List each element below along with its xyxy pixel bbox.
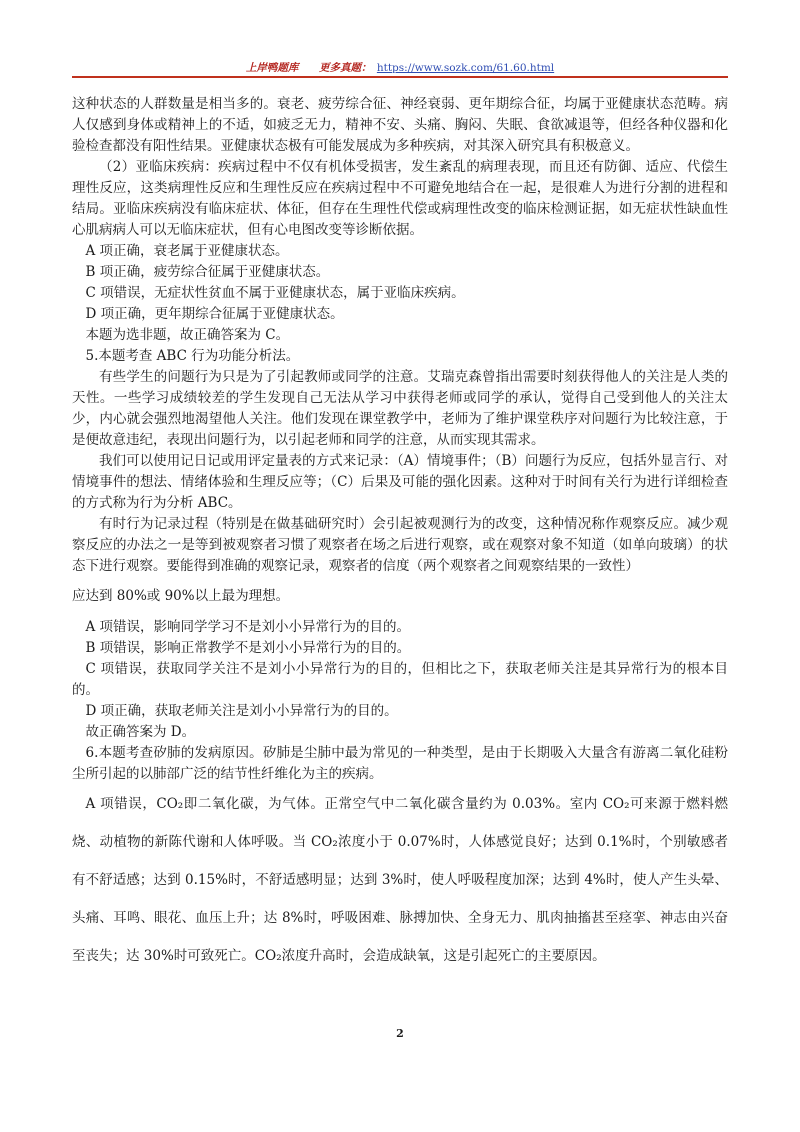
answer-line: A 项错误，CO₂即二氧化碳，为气体。正常空气中二氧化碳含量约为 0.03%。室内 CO₂可来源于燃料燃烧、动植物的新陈代谢和人体呼吸。当 CO₂浓度小于 0.07%时，人体感觉良好；达到 0.1%时，个别敏感者有不舒适感；达到 0.15%时，不舒适感明显；达到 3%时，使人呼吸程度加深；达到 4%时，使人产生头晕、头痛、耳鸣、眼花、血压上升；达 8%时，呼吸困难、脉搏加快、全身无力、肌肉抽搐甚至痉挛、神志由兴奋至丧失；达 30%时可致死亡。CO₂浓度升高时，会造成缺氧，这是引起死亡的主要原因。 <box>72 796 728 964</box>
paragraph: 我们可以使用记日记或用评定量表的方式来记录：（A）情境事件；（B）问题行为反应，包括外显言行、对情境事件的想法、情绪体验和生理反应等；（C）后果及可能的强化因素。这种对于时间有关行为进行详细检查的方式称为行为分析 ABC。 <box>72 453 728 511</box>
question-heading: 6.本题考查矽肺的发病原因。矽肺是尘肺中最为常见的一种类型，是由于长期吸入大量含有游离二氧化硅粉尘所引起的以肺部广泛的结节性纤维化为主的疾病。 <box>72 745 728 782</box>
answer-line: D 项正确，更年期综合征属于亚健康状态。 <box>85 306 344 322</box>
answer-line: C 项错误，无症状性贫血不属于亚健康状态，属于亚临床疾病。 <box>85 285 465 301</box>
url-prefix: 更多真题： <box>319 62 372 74</box>
paragraph: 这种状态的人群数量是相当多的。衰老、疲劳综合征、神经衰弱、更年期综合征，均属于亚健康状态范畴。病人仅感到身体或精神上的不适，如疲乏无力，精神不安、头痛、胸闷、失眠、食欲减退等，但经各种仪器和化验检查都没有阳性结果。亚健康状态极有可能发展成为多种疾病，对其深入研究具有积极意义。 <box>72 96 728 154</box>
header-divider <box>72 76 728 78</box>
answer-line: B 项正确，疲劳综合征属于亚健康状态。 <box>85 264 330 280</box>
document-body <box>72 94 728 975</box>
answer-line: C 项错误，获取同学关注不是刘小小异常行为的目的，但相比之下，获取老师关注是其异常行为的根本目的。 <box>72 661 728 698</box>
paragraph: 应达到 80%或 90%以上最为理想。 <box>72 588 290 604</box>
paragraph: 有些学生的问题行为只是为了引起教师或同学的注意。艾瑞克森曾指出需要时刻获得他人的关注是人类的天性。一些学习成绩较差的学生发现自己无法从学习中获得老师或同学的承认，觉得自己受到他人的关注太少，内心就会强烈地渴望他人关注。他们发现在课堂教学中，老师为了维护课堂秩序对问题行为比较注意，于是便故意违纪，表现出问题行为，以引起老师和同学的注意，从而实现其需求。 <box>72 369 728 448</box>
answer-line: A 项错误，影响同学学习不是刘小小异常行为的目的。 <box>85 619 411 635</box>
question-heading: 5.本题考查 ABC 行为功能分析法。 <box>85 348 300 364</box>
page-number: 2 <box>396 1027 404 1040</box>
library-label: 上岸鸭题库 <box>245 62 299 74</box>
answer-line: A 项正确，衰老属于亚健康状态。 <box>85 243 289 259</box>
header-url-link[interactable]: https://www.sozk.com/61.60.html <box>376 62 555 74</box>
answer-line: B 项错误，影响正常教学不是刘小小异常行为的目的。 <box>85 640 411 656</box>
paragraph: （2）亚临床疾病：疾病过程中不仅有机体受损害，发生紊乱的病理表现，而且还有防御、适应、代偿生理性反应，这类病理性反应和生理性反应在疾病过程中不可避免地结合在一起，是很难人为进行分割的进程和结局。亚临床疾病没有临床症状、体征，但存在生理性代偿或病理性改变的临床检测证据，如无症状性缺血性心肌病病人可以无临床症状，但有心电图改变等诊断依据。 <box>72 159 728 238</box>
answer-conclusion: 故正确答案为 D。 <box>85 724 196 740</box>
paragraph: 有时行为记录过程（特别是在做基础研究时）会引起被观测行为的改变，这种情况称作观察反应。减少观察反应的办法之一是等到被观察者习惯了观察者在场之后进行观察，或在观察对象不知道（如单向玻璃）的状态下进行观察。要能得到准确的观察记录，观察者的信度（两个观察者之间观察结果的一致性） <box>72 516 728 574</box>
answer-line: D 项正确，获取老师关注是刘小小异常行为的目的。 <box>85 703 398 719</box>
answer-conclusion: 本题为选非题，故正确答案为 C。 <box>85 327 290 343</box>
page-header <box>72 60 728 76</box>
